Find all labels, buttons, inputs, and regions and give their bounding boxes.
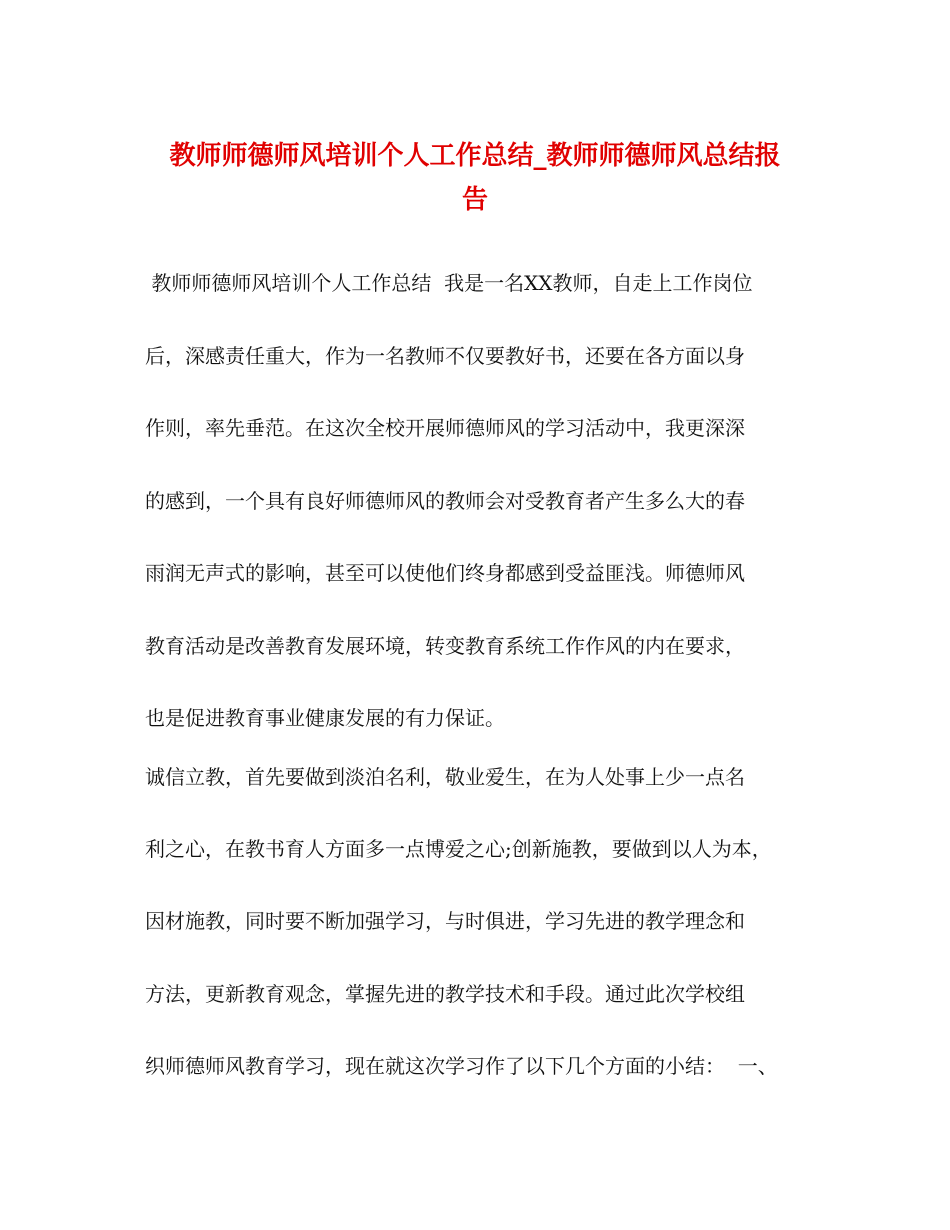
document-title-line-1: 教师师德师风培训个人工作总结_教师师德师风总结报 <box>169 141 781 171</box>
body-text-line-5: 雨润无声式的影响，甚至可以使他们终身都感到受益匪浅。师德师风 <box>145 561 745 585</box>
body-text-line-4: 的感到，一个具有良好师德师风的教师会对受教育者产生多么大的春 <box>145 489 745 513</box>
body-text-line-2: 后，深感责任重大，作为一名教师不仅要教好书，还要在各方面以身 <box>145 344 745 368</box>
body-text-line-6: 教育活动是改善教育发展环境，转变教育系统工作作风的内在要求， <box>145 634 745 658</box>
body-text-line-11: 方法，更新教育观念，掌握先进的教学技术和手段。通过此次学校组 <box>145 982 745 1006</box>
body-text-line-12: 织师德师风教育学习，现在就这次学习作了以下几个方面的小结： 一、 <box>145 1054 778 1078</box>
body-text-line-10: 因材施教，同时要不断加强学习，与时俱进，学习先进的教学理念和 <box>145 909 745 933</box>
document-title-line-2: 告 <box>461 185 488 215</box>
body-text-line-3: 作则，率先垂范。在这次全校开展师德师风的学习活动中，我更深深 <box>145 416 745 440</box>
body-text-line-7: 也是促进教育事业健康发展的有力保证。 <box>145 706 505 730</box>
body-text-line-9: 利之心，在教书育人方面多一点博爱之心;创新施教，要做到以人为本， <box>145 837 772 861</box>
body-text-line-1: 教师师德师风培训个人工作总结 我是一名XX教师，自走上工作岗位 <box>145 271 753 295</box>
body-text-line-8: 诚信立教，首先要做到淡泊名利，敬业爱生，在为人处事上少一点名 <box>145 765 745 789</box>
